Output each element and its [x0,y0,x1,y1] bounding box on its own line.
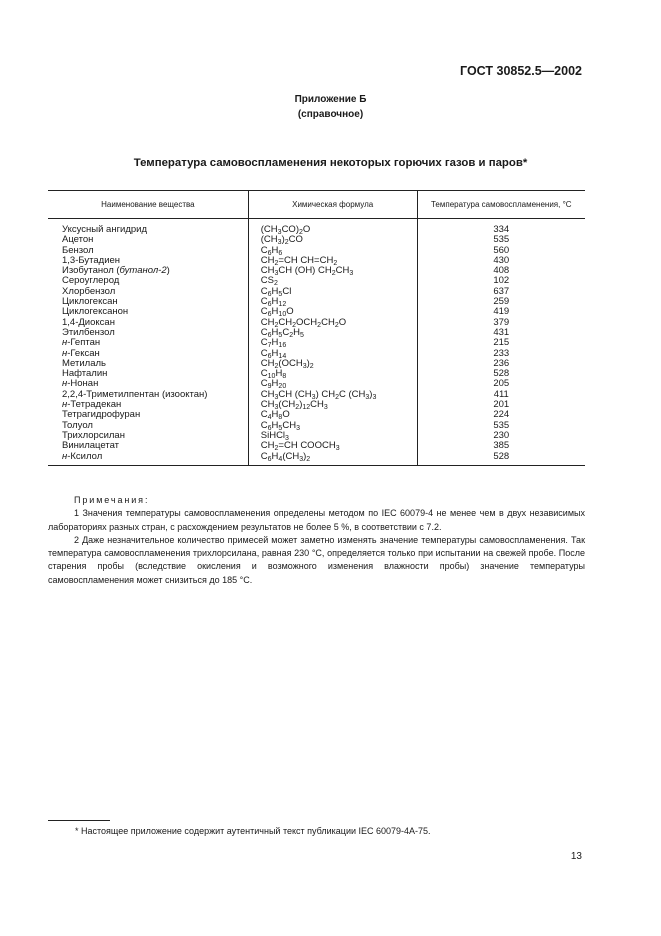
chemical-formula-cell: $(CH_3)_2CO$ [248,235,417,245]
notes-section [48,494,585,587]
table-body [48,219,585,466]
table-row [48,441,585,451]
annex-title: Приложение Б [294,94,367,105]
substance-name-cell: н-Тетрадекан [62,399,122,411]
chemical-formula-cell: $C_6H_5CH_3$ [248,421,417,431]
notes-heading: Примечания: [74,495,150,505]
substance-name-cell: 1,3-Бутадиен [62,254,121,266]
substance-name-cell: Циклогексан [62,296,118,308]
substance-name-cell: Тетрагидрофуран [62,409,141,421]
substance-name-cell: н-Гептан [62,337,101,349]
substance-name-cell: Толуол [62,419,93,431]
substance-name-cell: Хлорбензол [62,285,116,297]
substance-name-cell: Уксусный ангидрид [62,224,148,235]
ignition-temperature-cell: 419 [417,307,585,317]
table-header-row [48,191,585,219]
ignition-temperature-cell: 230 [417,431,585,441]
chemical-formula-cell: SiHCl$_3$ [248,431,417,441]
column-header-formula: Химическая формула [248,191,417,219]
ignition-temperature-cell: 411 [417,390,585,400]
ignition-temperature-cell: 535 [417,421,585,431]
note-1: 1 Значения температуры самовоспламенения определены методом по IEC 60079-4 не менее чем в двух независимых лабораториях разных стран, с расхождением результатов не более 5 %, в соответствии с 7.2. [48,508,585,532]
ignition-temperature-cell: 233 [417,349,585,359]
table-title: Температура самовоспламенения некоторых горючих газов и паров* [133,157,528,169]
substance-name-cell: Бензол [62,244,94,256]
chemical-formula-cell: $C_6H_{10}O$ [248,307,417,317]
chemical-formula-cell: $CH_2=CH$ $CH=CH_2$ [248,256,417,266]
substance-name-cell: Метилаль [62,357,106,369]
substance-name-cell: Изобутанол (бутанол-2) [62,265,170,277]
document-standard-number: ГОСТ 30852.5—2002 [460,64,582,78]
ignition-temperature-cell: 379 [417,318,585,328]
ignition-temperature-cell: 385 [417,441,585,451]
annex-heading [0,92,661,122]
ignition-temperature-cell: 205 [417,379,585,389]
substance-name-cell: Циклогексанон [62,306,129,318]
ignition-temperature-cell: 528 [417,452,585,466]
ignition-temperature-cell: 408 [417,266,585,276]
ignition-temperature-cell: 431 [417,328,585,338]
ignition-temperature-cell: 560 [417,246,585,256]
column-header-temperature: Температура самовоспламенения, °С [417,191,585,219]
substance-name-cell: н-Ксилол [48,452,248,466]
substance-name-cell: 1,4-Диоксан [62,316,115,328]
substance-name-cell: Этилбензол [62,326,115,338]
chemical-formula-cell: $C_7H_{16}$ [248,338,417,348]
table-row [48,219,585,236]
substance-name-cell: Ацетон [62,234,94,246]
footnote-divider [48,820,110,821]
chemical-formula-cell: $C_4H_8O$ [248,410,417,420]
chemical-formula-cell: $CH_2=CH$ $COOCH_3$ [248,441,417,451]
ignition-temperature-cell: 430 [417,256,585,266]
chemical-formula-cell: $C_{10}H_8$ [248,369,417,379]
substance-name-cell: н-Нонан [62,378,99,390]
ignition-temperature-cell: 215 [417,338,585,348]
chemical-formula-cell: $(CH_3CO)_2O$ [248,219,417,236]
ignition-temperature-cell: 102 [417,276,585,286]
substance-name-cell: Трихлорсилан [62,429,125,441]
chemical-formula-cell: $C_6H_4(CH_3)_2$ [248,452,417,466]
ignition-temperature-cell: 224 [417,410,585,420]
chemical-formula-cell: $C_6H_{12}$ [248,297,417,307]
ignition-temperature-table [48,190,585,466]
chemical-formula-cell: $CH_2(OCH_3)_2$ [248,359,417,369]
footnote: * Настоящее приложение содержит аутентичный текст публикации IEC 60079-4A-75. [75,826,431,836]
chemical-formula-cell: $CH_3CH$ (OH) $CH_2CH_3$ [248,266,417,276]
substance-name-cell: Винилацетат [62,440,119,452]
ignition-temperature-cell: 236 [417,359,585,369]
column-header-substance: Наименование вещества [48,191,248,219]
chemical-formula-cell: $CH_2CH_2OCH_2CH_2O$ [248,318,417,328]
substance-name-cell: Нафталин [62,368,108,380]
ignition-temperature-cell: 201 [417,400,585,410]
chemical-formula-cell: $C_6H_6$ [248,246,417,256]
chemical-formula-cell: $C_9H_{20}$ [248,379,417,389]
ignition-temperature-cell: 334 [417,219,585,236]
chemical-formula-cell: $CS_2$ [248,276,417,286]
ignition-temperature-cell: 535 [417,235,585,245]
ignition-temperature-cell: 528 [417,369,585,379]
note-2: 2 Даже незначительное количество примесей может заметно изменять значение температуры самовоспламенения. Так температура самовоспламенения трихлорсилана, равная 230 °С, определяется только при испытании на свежей пробе. После старения пробы (вследствие окисления и возможного изменения влажности пробы) значение температуры самовоспламенения может снизиться до 185 °С. [48,534,585,585]
substance-name-cell: 2,2,4-Триметилпентан (изооктан) [62,388,208,400]
page-number: 13 [570,851,582,862]
chemical-formula-cell: $CH_3CH$ $(CH_3)$ $CH_2C$ $(CH_3)_3$ [248,390,417,400]
substance-name-cell: Сероуглерод [62,275,120,287]
substance-name-cell: н-Гексан [62,347,100,359]
ignition-temperature-cell: 259 [417,297,585,307]
chemical-formula-cell: $C_6H_{14}$ [248,349,417,359]
annex-subtitle: (справочное) [297,109,364,120]
ignition-temperature-cell: 637 [417,287,585,297]
chemical-formula-cell: $C_6H_5C_2H_5$ [248,328,417,338]
chemical-formula-cell: $C_6H_5Cl$ [248,287,417,297]
table-row [48,452,585,466]
chemical-formula-cell: $CH_3(CH_2)_{12}CH_3$ [248,400,417,410]
